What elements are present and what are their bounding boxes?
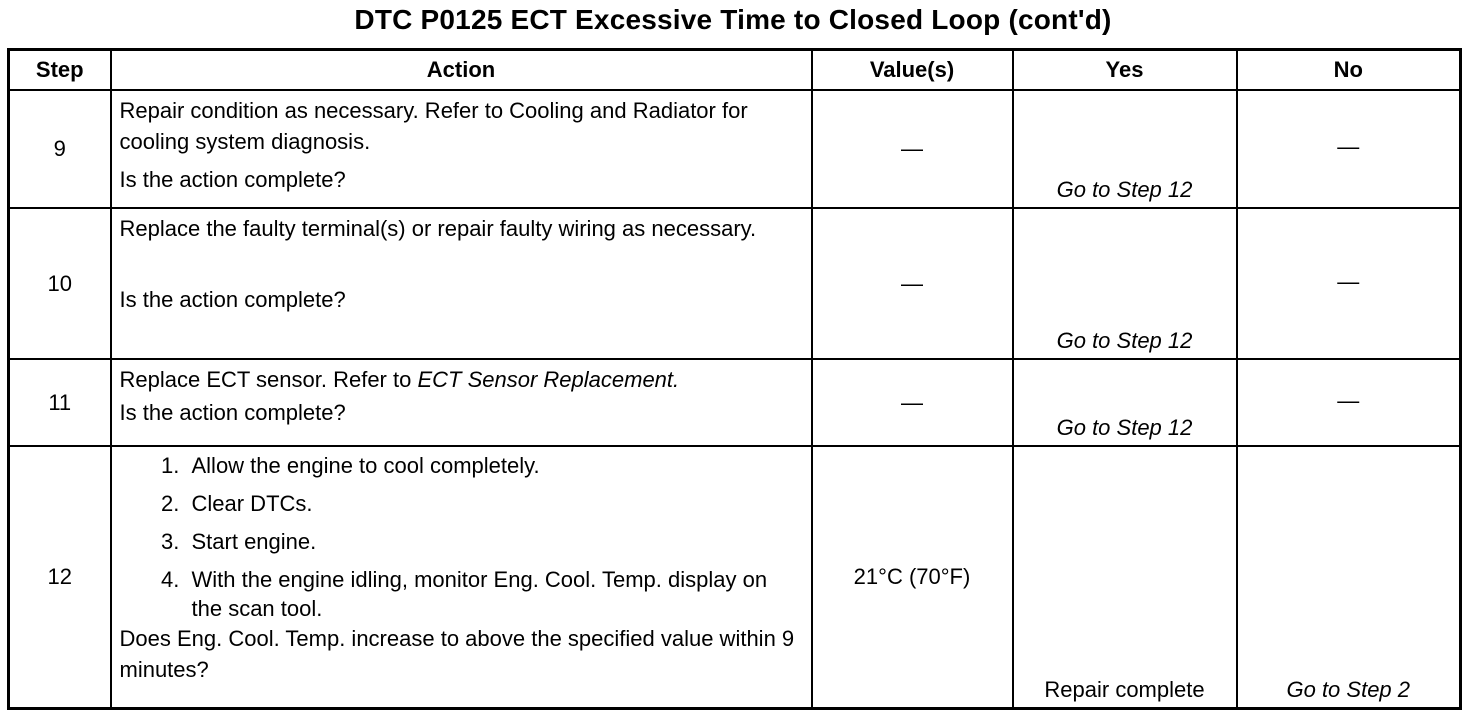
dash-value: — bbox=[901, 270, 923, 296]
action-cell bbox=[111, 446, 812, 709]
header-no: No bbox=[1237, 50, 1461, 91]
table-row bbox=[9, 208, 1461, 359]
procedure-step: 2. Clear DTCs. bbox=[186, 489, 803, 518]
no-cell: — bbox=[1237, 90, 1461, 208]
step-number: 11 bbox=[9, 359, 111, 446]
header-yes: Yes bbox=[1013, 50, 1237, 91]
header-values: Value(s) bbox=[812, 50, 1013, 91]
value-cell bbox=[812, 208, 1013, 359]
dash-value: — bbox=[901, 389, 923, 415]
no-cell: — bbox=[1237, 359, 1461, 446]
action-text: Replace ECT sensor. Refer to bbox=[119, 367, 418, 392]
step-number: 10 bbox=[9, 208, 111, 359]
action-question: Is the action complete? bbox=[119, 287, 346, 312]
action-cell bbox=[111, 90, 812, 208]
step-number: 9 bbox=[9, 90, 111, 208]
value-cell bbox=[812, 90, 1013, 208]
action-question: Is the action complete? bbox=[119, 167, 346, 192]
table-row bbox=[9, 90, 1461, 208]
action-text: Replace the faulty terminal(s) or repair faulty wiring as necessary. bbox=[119, 216, 757, 241]
no-cell: Go to Step 2 bbox=[1237, 446, 1461, 709]
table-row bbox=[9, 446, 1461, 709]
action-question: Is the action complete? bbox=[119, 400, 346, 425]
action-text: Repair condition as necessary. Refer to Cooling and Radiator for cooling system diagnosis. bbox=[119, 98, 748, 154]
procedure-reference-link[interactable]: ECT Sensor Replacement. bbox=[417, 367, 680, 392]
table-row bbox=[9, 359, 1461, 446]
action-question: Does Eng. Cool. Temp. increase to above the specified value within 9 minutes? bbox=[119, 626, 795, 682]
value-cell: 21°C (70°F) bbox=[812, 446, 1013, 709]
procedure-step: 4. With the engine idling, monitor Eng. Cool. Temp. display on the scan tool. bbox=[186, 565, 803, 623]
dash-value: — bbox=[901, 136, 923, 161]
yes-cell: Repair complete bbox=[1013, 446, 1237, 709]
value-cell bbox=[812, 359, 1013, 446]
procedure-step: 3. Start engine. bbox=[186, 527, 803, 556]
header-action: Action bbox=[111, 50, 812, 91]
procedure-step: 1. Allow the engine to cool completely. bbox=[186, 451, 803, 480]
step-number: 12 bbox=[9, 446, 111, 709]
yes-cell: Go to Step 12 bbox=[1013, 359, 1237, 446]
yes-cell: Go to Step 12 bbox=[1013, 208, 1237, 359]
header-step: Step bbox=[9, 50, 111, 91]
diagnostic-table bbox=[7, 48, 1462, 710]
yes-cell: Go to Step 12 bbox=[1013, 90, 1237, 208]
no-cell: — bbox=[1237, 208, 1461, 359]
action-cell bbox=[111, 208, 812, 359]
procedure-list bbox=[120, 451, 803, 623]
page-title: DTC P0125 ECT Excessive Time to Closed Loop (cont'd) bbox=[354, 4, 1112, 35]
action-cell bbox=[111, 359, 812, 446]
header-row bbox=[9, 50, 1461, 91]
